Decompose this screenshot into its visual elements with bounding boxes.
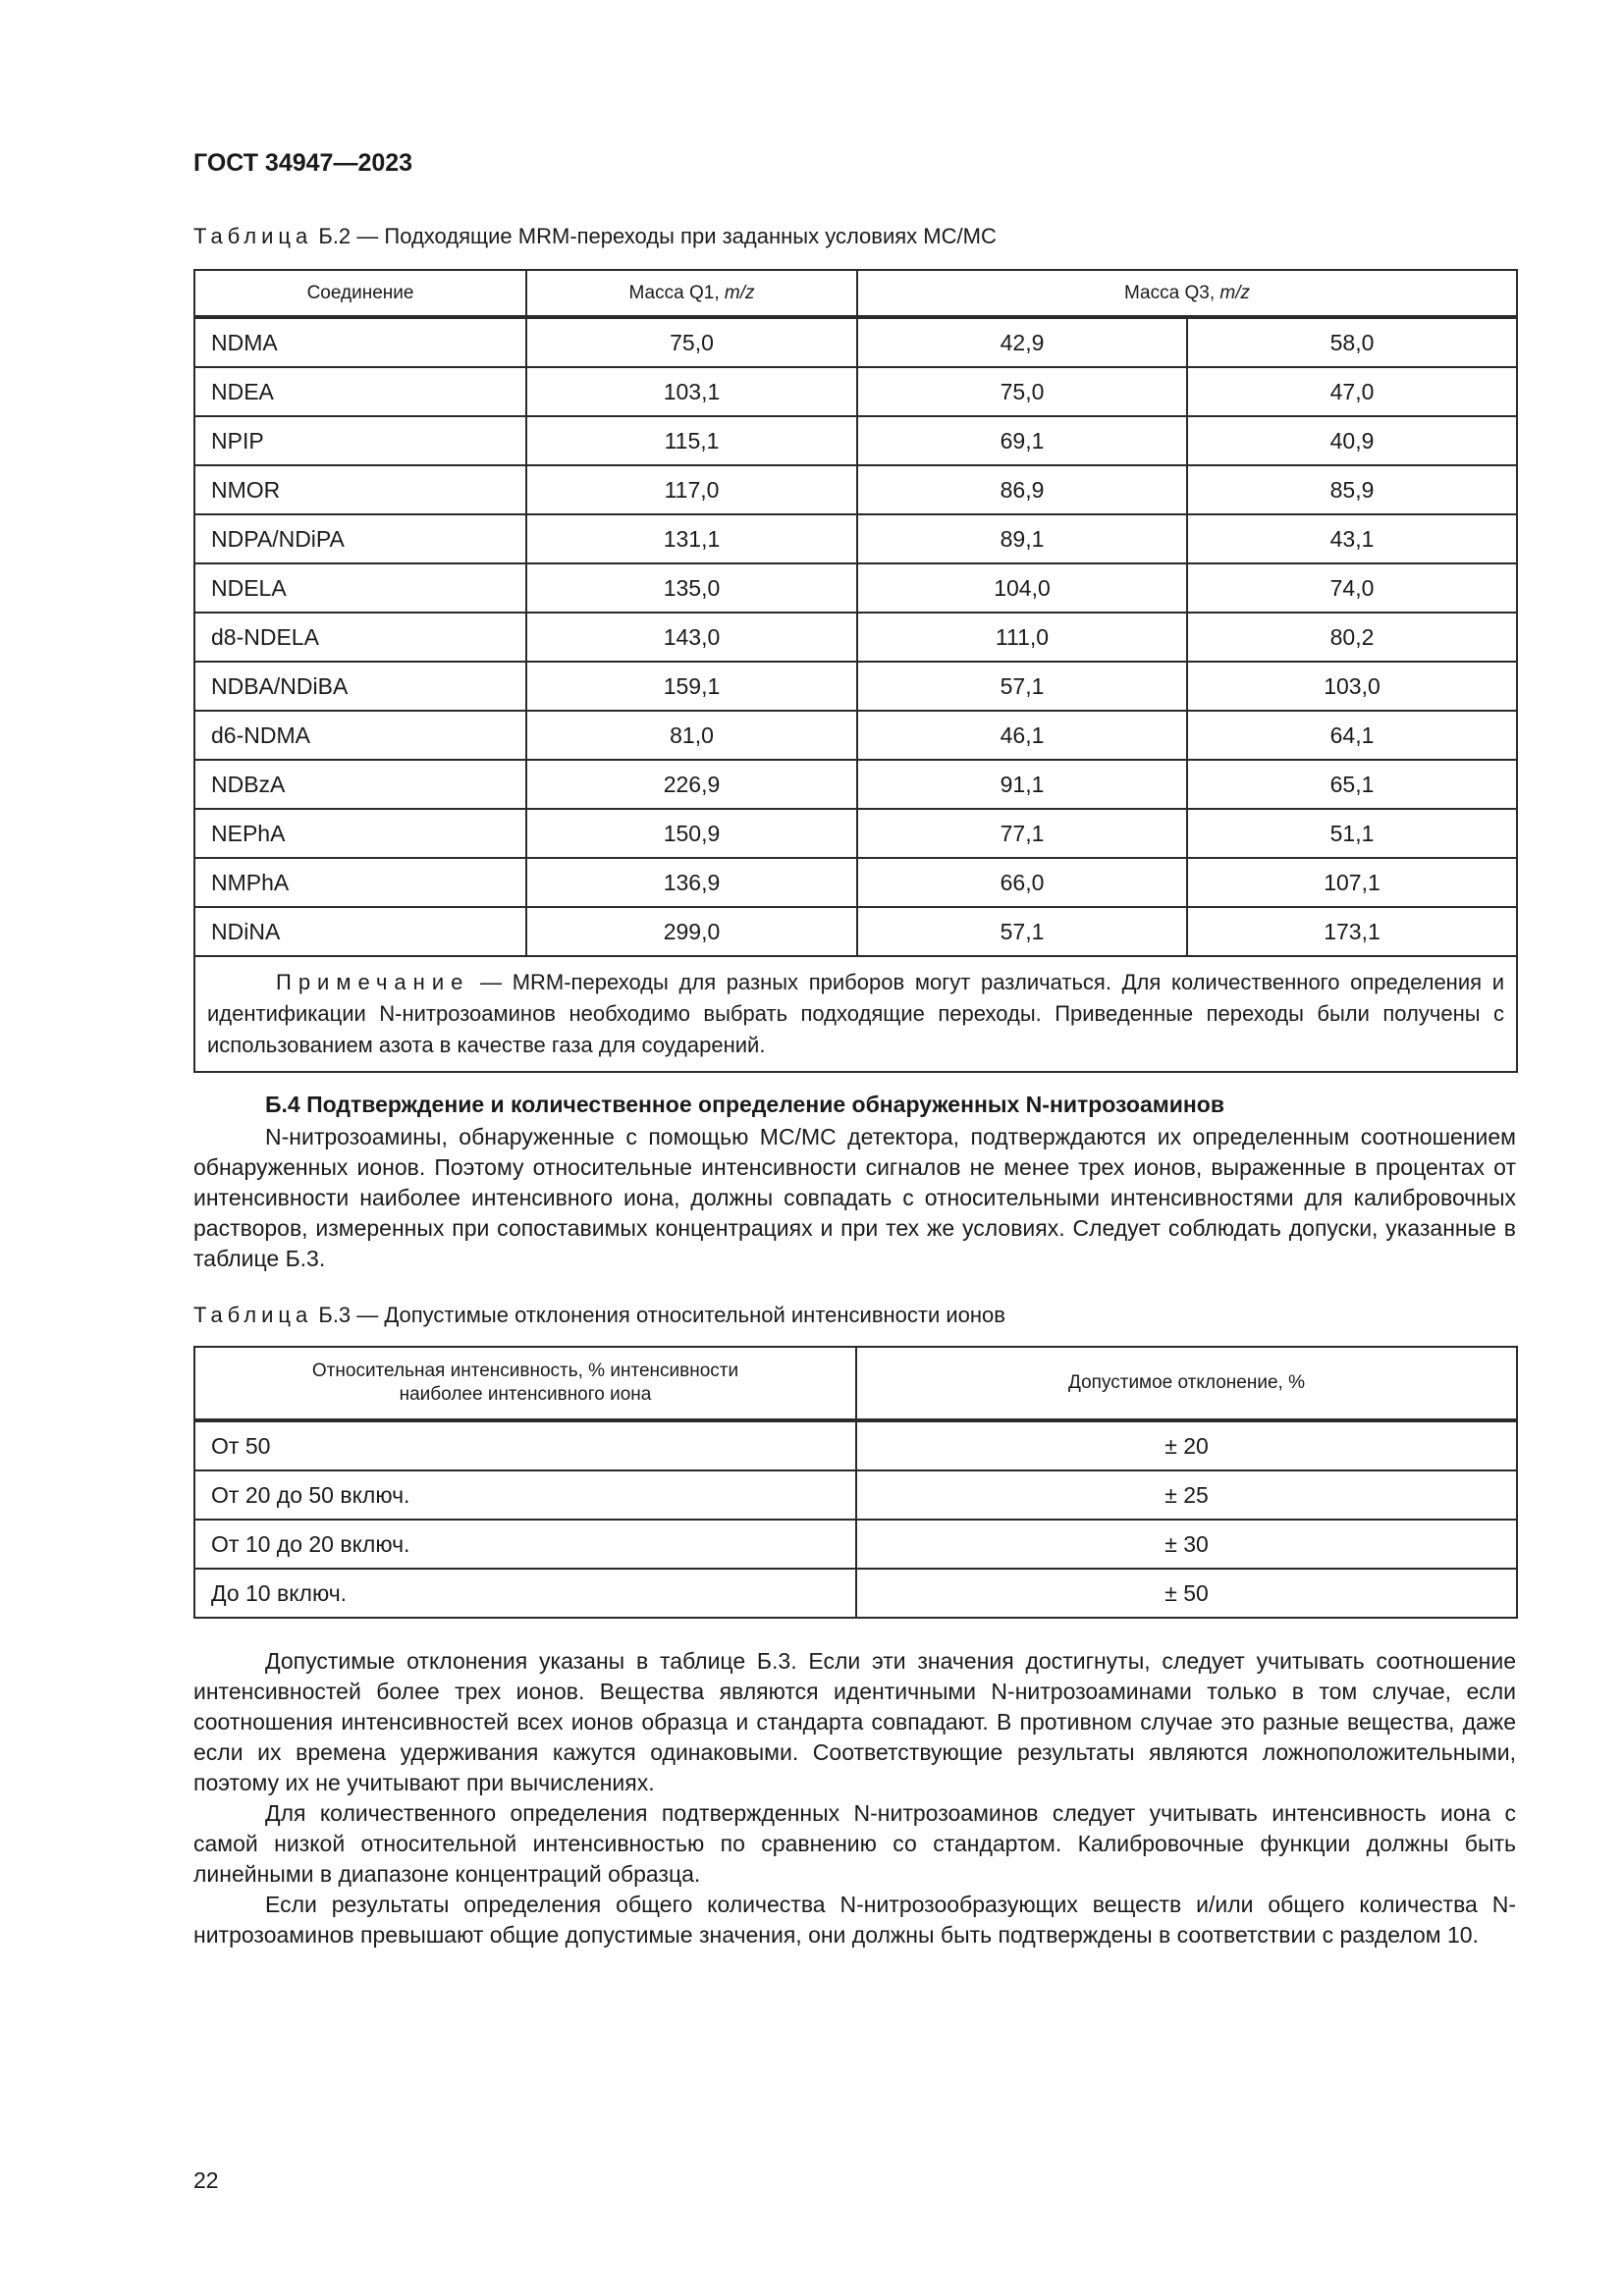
table-header-row	[194, 270, 1517, 317]
q1-cell: 135,0	[526, 563, 857, 613]
table-row	[194, 563, 1517, 613]
header-q3-label: Масса Q3,	[1124, 282, 1220, 303]
q1-cell: 81,0	[526, 711, 857, 760]
table-row	[194, 416, 1517, 465]
q3-a-cell: 46,1	[857, 711, 1187, 760]
table-row	[194, 760, 1517, 809]
tolerance-cell: ± 20	[856, 1420, 1517, 1470]
q3-b-cell: 51,1	[1187, 809, 1517, 858]
table-b3	[193, 1346, 1518, 1619]
standard-header: ГОСТ 34947—2023	[193, 149, 413, 177]
paragraph: Допустимые отклонения указаны в таблице Б.3. Если эти значения достигнуты, следует учитывать соотношение интенсивностей более трех ионов. Вещества являются идентичными N-нитрозоаминами только в том случае, если соотношения интенсивностей всех ионов образца и стандарта совпадают. В противном случае это разные вещества, даже если их времена удерживания кажутся одинаковыми. Соответствующие результаты являются ложноположительными, поэтому их не учитывают при вычислениях.	[193, 1648, 1516, 1795]
q3-a-cell: 42,9	[857, 317, 1187, 367]
closing-text	[193, 1646, 1516, 1950]
q1-cell: 131,1	[526, 514, 857, 563]
table-row	[194, 317, 1517, 367]
compound-cell: NPIP	[194, 416, 526, 465]
q1-cell: 159,1	[526, 662, 857, 711]
q1-cell: 103,1	[526, 367, 857, 416]
tolerance-cell: ± 25	[856, 1470, 1517, 1520]
intensity-cell: От 50	[194, 1420, 856, 1470]
page-number: 22	[193, 2167, 219, 2193]
compound-cell: NDEA	[194, 367, 526, 416]
paragraph: Для количественного определения подтвержденных N-нитрозоаминов следует учитывать интенсивность иона с самой низкой относительной интенсивностью по сравнению со стандартом. Калибровочные функции должны быть линейными в диапазоне концентраций образца.	[193, 1800, 1516, 1887]
tolerance-cell: ± 50	[856, 1569, 1517, 1618]
compound-cell: NMPhA	[194, 858, 526, 907]
header-q3-unit: m/z	[1219, 282, 1250, 303]
q3-b-cell: 173,1	[1187, 907, 1517, 956]
table-b2-note-row	[194, 956, 1517, 1072]
header-q1	[526, 270, 857, 317]
section-b4-title: Б.4 Подтверждение и количественное определение обнаруженных N-нитрозоаминов	[265, 1092, 1224, 1117]
header-line-1: Относительная интенсивность, % интенсивности	[311, 1361, 739, 1381]
q3-b-cell: 40,9	[1187, 416, 1517, 465]
table-row	[194, 907, 1517, 956]
q3-b-cell: 43,1	[1187, 514, 1517, 563]
compound-cell: NEPhA	[194, 809, 526, 858]
q3-a-cell: 91,1	[857, 760, 1187, 809]
header-line-2: наиболее интенсивного иона	[399, 1384, 652, 1405]
tolerance-cell: ± 30	[856, 1520, 1517, 1569]
compound-cell: NDPA/NDiPA	[194, 514, 526, 563]
q3-b-cell: 85,9	[1187, 465, 1517, 514]
q3-b-cell: 64,1	[1187, 711, 1517, 760]
table-row	[194, 613, 1517, 662]
q1-cell: 299,0	[526, 907, 857, 956]
q3-a-cell: 89,1	[857, 514, 1187, 563]
table-row	[194, 367, 1517, 416]
q3-a-cell: 86,9	[857, 465, 1187, 514]
q3-a-cell: 111,0	[857, 613, 1187, 662]
table-row	[194, 514, 1517, 563]
q3-b-cell: 58,0	[1187, 317, 1517, 367]
table-b2-caption	[193, 224, 997, 249]
table-row	[194, 809, 1517, 858]
q3-a-cell: 57,1	[857, 662, 1187, 711]
caption-label: Таблица	[193, 1303, 313, 1327]
q3-b-cell: 80,2	[1187, 613, 1517, 662]
compound-cell: NDBA/NDiBA	[194, 662, 526, 711]
compound-cell: NDBzA	[194, 760, 526, 809]
q3-a-cell: 104,0	[857, 563, 1187, 613]
compound-cell: NDMA	[194, 317, 526, 367]
q3-a-cell: 75,0	[857, 367, 1187, 416]
note-label: Примечание	[276, 970, 470, 994]
intensity-cell: До 10 включ.	[194, 1569, 856, 1618]
section-b4-text	[193, 1122, 1516, 1274]
table-b3-caption	[193, 1303, 1005, 1328]
caption-text: Б.2 — Подходящие MRM-переходы при заданных условиях МС/МС	[312, 224, 997, 248]
table-row	[194, 465, 1517, 514]
table-b2	[193, 269, 1518, 1073]
table-row	[194, 1520, 1517, 1569]
compound-cell: d6-NDMA	[194, 711, 526, 760]
paragraph: Если результаты определения общего количества N-нитрозообразующих веществ и/или общего количества N-нитрозоаминов превышают общие допустимые значения, они должны быть подтверждены в соответствии с разделом 10.	[193, 1892, 1516, 1948]
table-row	[194, 1569, 1517, 1618]
compound-cell: d8-NDELA	[194, 613, 526, 662]
compound-cell: NMOR	[194, 465, 526, 514]
table-b2-note	[194, 956, 1517, 1072]
compound-cell: NDELA	[194, 563, 526, 613]
table-b2-body	[194, 317, 1517, 956]
q1-cell: 136,9	[526, 858, 857, 907]
header-q1-unit: m/z	[724, 282, 755, 303]
intensity-cell: От 20 до 50 включ.	[194, 1470, 856, 1520]
q3-b-cell: 47,0	[1187, 367, 1517, 416]
q3-a-cell: 69,1	[857, 416, 1187, 465]
table-row	[194, 858, 1517, 907]
table-header-row	[194, 1347, 1517, 1420]
q3-b-cell: 74,0	[1187, 563, 1517, 613]
q3-a-cell: 77,1	[857, 809, 1187, 858]
q1-cell: 75,0	[526, 317, 857, 367]
q1-cell: 117,0	[526, 465, 857, 514]
note-text: — MRM-переходы для разных приборов могут различаться. Для количественного определения и идентификации N-нитрозоаминов необходимо выбрать подходящие переходы. Приведенные переходы были получены с использованием азота в качестве газа для соударений.	[207, 970, 1504, 1057]
header-compound: Соединение	[194, 270, 526, 317]
q3-a-cell: 57,1	[857, 907, 1187, 956]
table-row	[194, 711, 1517, 760]
table-row	[194, 1470, 1517, 1520]
header-q3	[857, 270, 1517, 317]
q3-a-cell: 66,0	[857, 858, 1187, 907]
q3-b-cell: 107,1	[1187, 858, 1517, 907]
q1-cell: 143,0	[526, 613, 857, 662]
header-tolerance: Допустимое отклонение, %	[856, 1347, 1517, 1420]
caption-label: Таблица	[193, 224, 313, 248]
compound-cell: NDiNA	[194, 907, 526, 956]
caption-text: Б.3 — Допустимые отклонения относительной интенсивности ионов	[312, 1303, 1005, 1327]
intensity-cell: От 10 до 20 включ.	[194, 1520, 856, 1569]
q1-cell: 150,9	[526, 809, 857, 858]
table-row	[194, 662, 1517, 711]
table-b3-body	[194, 1420, 1517, 1618]
q1-cell: 115,1	[526, 416, 857, 465]
table-row	[194, 1420, 1517, 1470]
header-q1-label: Масса Q1,	[628, 282, 725, 303]
header-relative-intensity	[194, 1347, 856, 1420]
q3-b-cell: 65,1	[1187, 760, 1517, 809]
q1-cell: 226,9	[526, 760, 857, 809]
paragraph: N-нитрозоамины, обнаруженные с помощью МС/МС детектора, подтверждаются их определенным соотношением обнаруженных ионов. Поэтому относительные интенсивности сигналов не менее трех ионов, выраженные в процентах от интенсивности наиболее интенсивного иона, должны совпадать с относительными интенсивностями для калибровочных растворов, измеренных при сопоставимых концентрациях и при тех же условиях. Следует соблюдать допуски, указанные в таблице Б.3.	[193, 1124, 1516, 1271]
q3-b-cell: 103,0	[1187, 662, 1517, 711]
